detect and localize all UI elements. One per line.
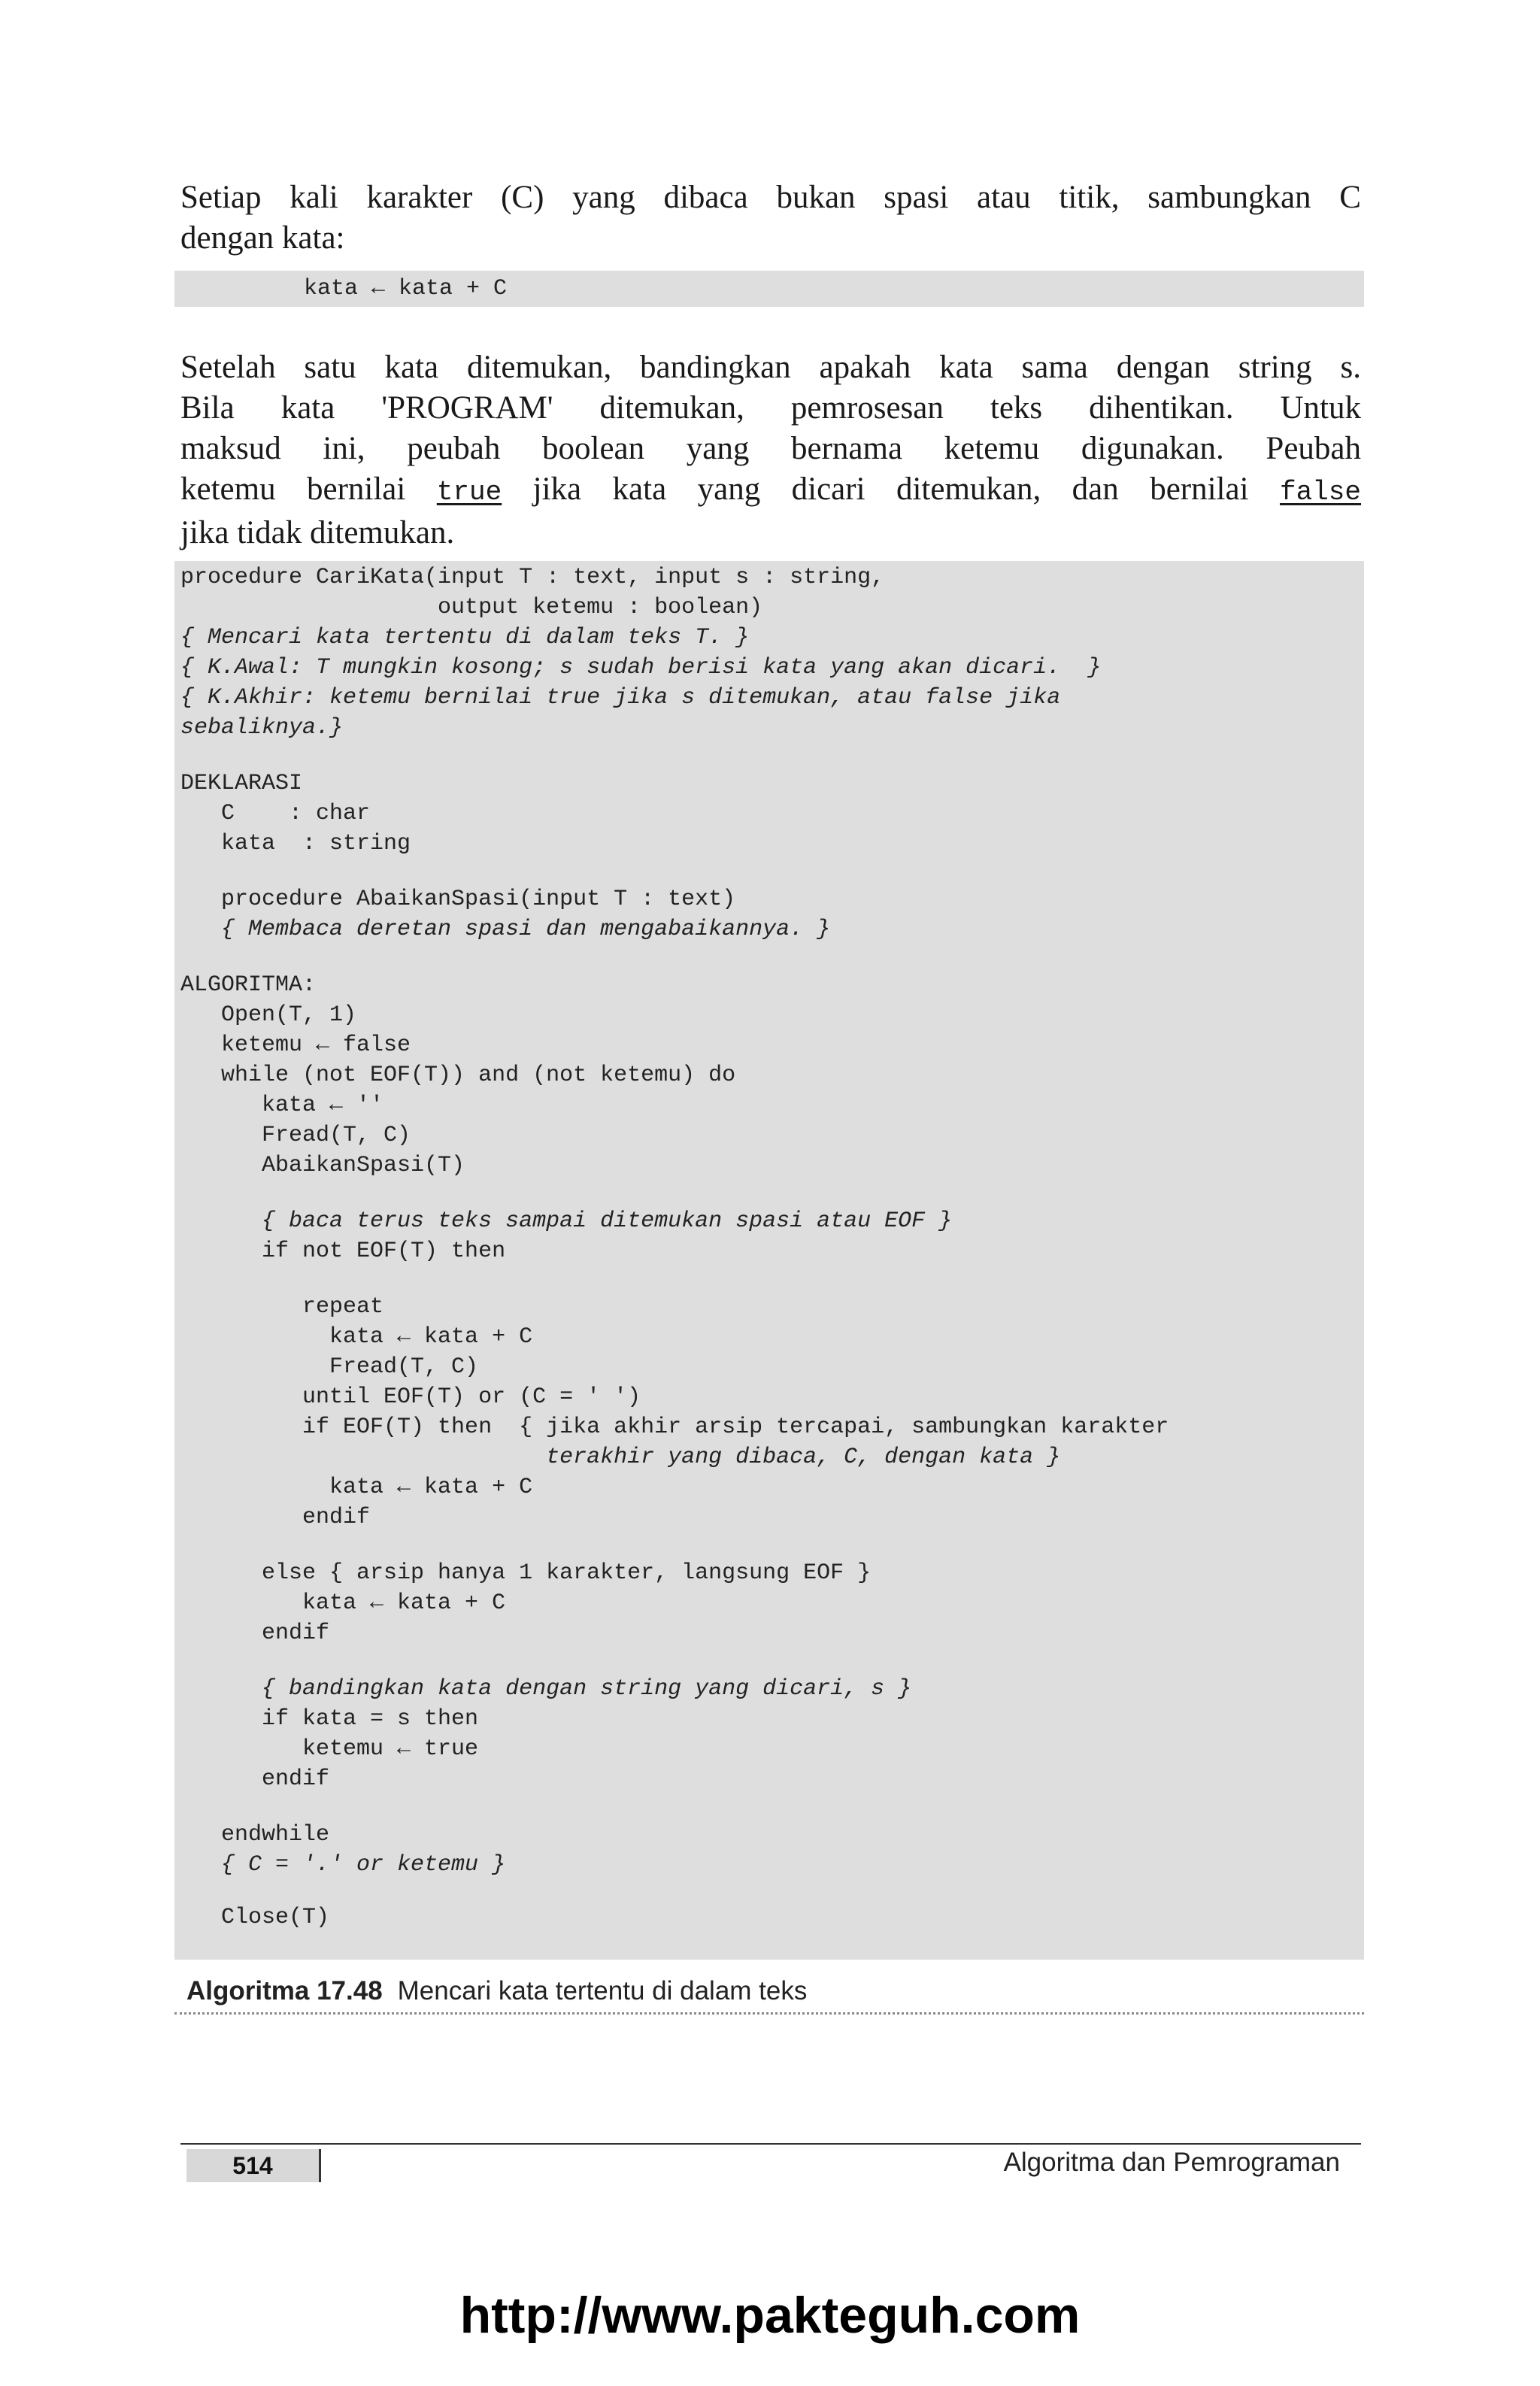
para2-line-4 (180, 469, 1361, 513)
caption-label: Algoritma 17.48 (186, 1976, 383, 2006)
code-line: if EOF(T) then { jika akhir arsip tercapai, sambungkan karakter (180, 1414, 1169, 1440)
code-line: until EOF(T) or (C = ' ') (180, 1384, 641, 1410)
code-line: kata ← '' (180, 1093, 384, 1118)
code-comment: { K.Akhir: ketemu bernilai true jika s ditemukan, atau false jika (180, 685, 1061, 711)
code-comment: { K.Awal: T mungkin kosong; s sudah berisi kata yang akan dicari. } (180, 655, 1102, 681)
footer-divider (180, 2143, 1361, 2145)
code-line: else { arsip hanya 1 karakter, langsung EOF } (180, 1560, 872, 1586)
para2-line-2: Bila kata 'PROGRAM' ditemukan, pemrosesan teks dihentikan. Untuk (180, 390, 1361, 426)
page-number: 514 (186, 2149, 321, 2182)
code-line: Fread(T, C) (180, 1354, 479, 1380)
code-line: ALGORITMA: (180, 972, 317, 998)
code-line: Close(T) (180, 1905, 330, 1930)
code-comment: { C = '.' or ketemu } (180, 1852, 506, 1878)
code-line: ketemu ← false (180, 1032, 411, 1058)
code-line: kata ← kata + C (180, 1324, 533, 1350)
code-line: output ketemu : boolean) (180, 595, 763, 620)
code-line: endif (180, 1620, 330, 1646)
code-line: endif (180, 1766, 330, 1792)
code-comment: sebaliknya.} (180, 715, 344, 741)
code-line: kata ← kata + C (180, 1590, 506, 1616)
code-line: ketemu ← true (180, 1736, 479, 1762)
para2-line-4-mid: jika kata yang dicari ditemukan, dan bernilai (502, 471, 1280, 507)
para2-line-3: maksud ini, peubah boolean yang bernama ketemu digunakan. Peubah (180, 431, 1361, 466)
assignment-code: kata ← kata + C (304, 276, 508, 302)
intro-line-2: dengan kata: (180, 220, 345, 256)
code-line: procedure CariKata(input T : text, input s : string, (180, 565, 885, 590)
para2-line-1: Setelah satu kata ditemukan, bandingkan apakah kata sama dengan string s. (180, 350, 1361, 385)
code-comment: { Membaca deretan spasi dan mengabaikannya. } (180, 917, 831, 942)
caption-divider (174, 2012, 1364, 2015)
para2-line-5: jika tidak ditemukan. (180, 515, 455, 550)
code-line: kata ← kata + C (180, 1475, 533, 1500)
code-line: kata : string (180, 831, 411, 856)
para2-line-4-pre: ketemu bernilai (180, 471, 437, 507)
code-comment: { Mencari kata tertentu di dalam teks T. } (180, 625, 750, 650)
algorithm-caption (186, 1976, 807, 2006)
explanation-paragraph (180, 347, 1361, 553)
code-line: if kata = s then (180, 1706, 479, 1732)
code-line: DEKLARASI (180, 771, 303, 796)
watermark-url: http://www.pakteguh.com (459, 2287, 1081, 2344)
code-line: endif (180, 1505, 371, 1530)
code-line: while (not EOF(T)) and (not ketemu) do (180, 1063, 736, 1088)
code-line: endwhile (180, 1822, 330, 1848)
code-comment: { bandingkan kata dengan string yang dicari, s } (180, 1676, 912, 1702)
intro-paragraph (180, 177, 1361, 259)
intro-line-1: Setiap kali karakter (C) yang dibaca bukan spasi atau titik, sambungkan C (180, 180, 1361, 215)
code-line: C : char (180, 801, 371, 826)
caption-text: Mencari kata tertentu di dalam teks (397, 1976, 808, 2006)
code-line: procedure AbaikanSpasi(input T : text) (180, 887, 736, 912)
code-line: Open(T, 1) (180, 1002, 357, 1028)
keyword-false: false (1279, 477, 1361, 508)
keyword-true: true (436, 477, 502, 508)
code-line: AbaikanSpasi(T) (180, 1153, 465, 1178)
code-line: if not EOF(T) then (180, 1238, 506, 1264)
code-comment: terakhir yang dibaca, C, dengan kata } (180, 1445, 1061, 1470)
book-title: Algoritma dan Pemrograman (1003, 2148, 1340, 2177)
code-line: Fread(T, C) (180, 1123, 411, 1148)
code-line: repeat (180, 1294, 384, 1320)
code-comment: { baca terus teks sampai ditemukan spasi atau EOF } (180, 1208, 953, 1234)
